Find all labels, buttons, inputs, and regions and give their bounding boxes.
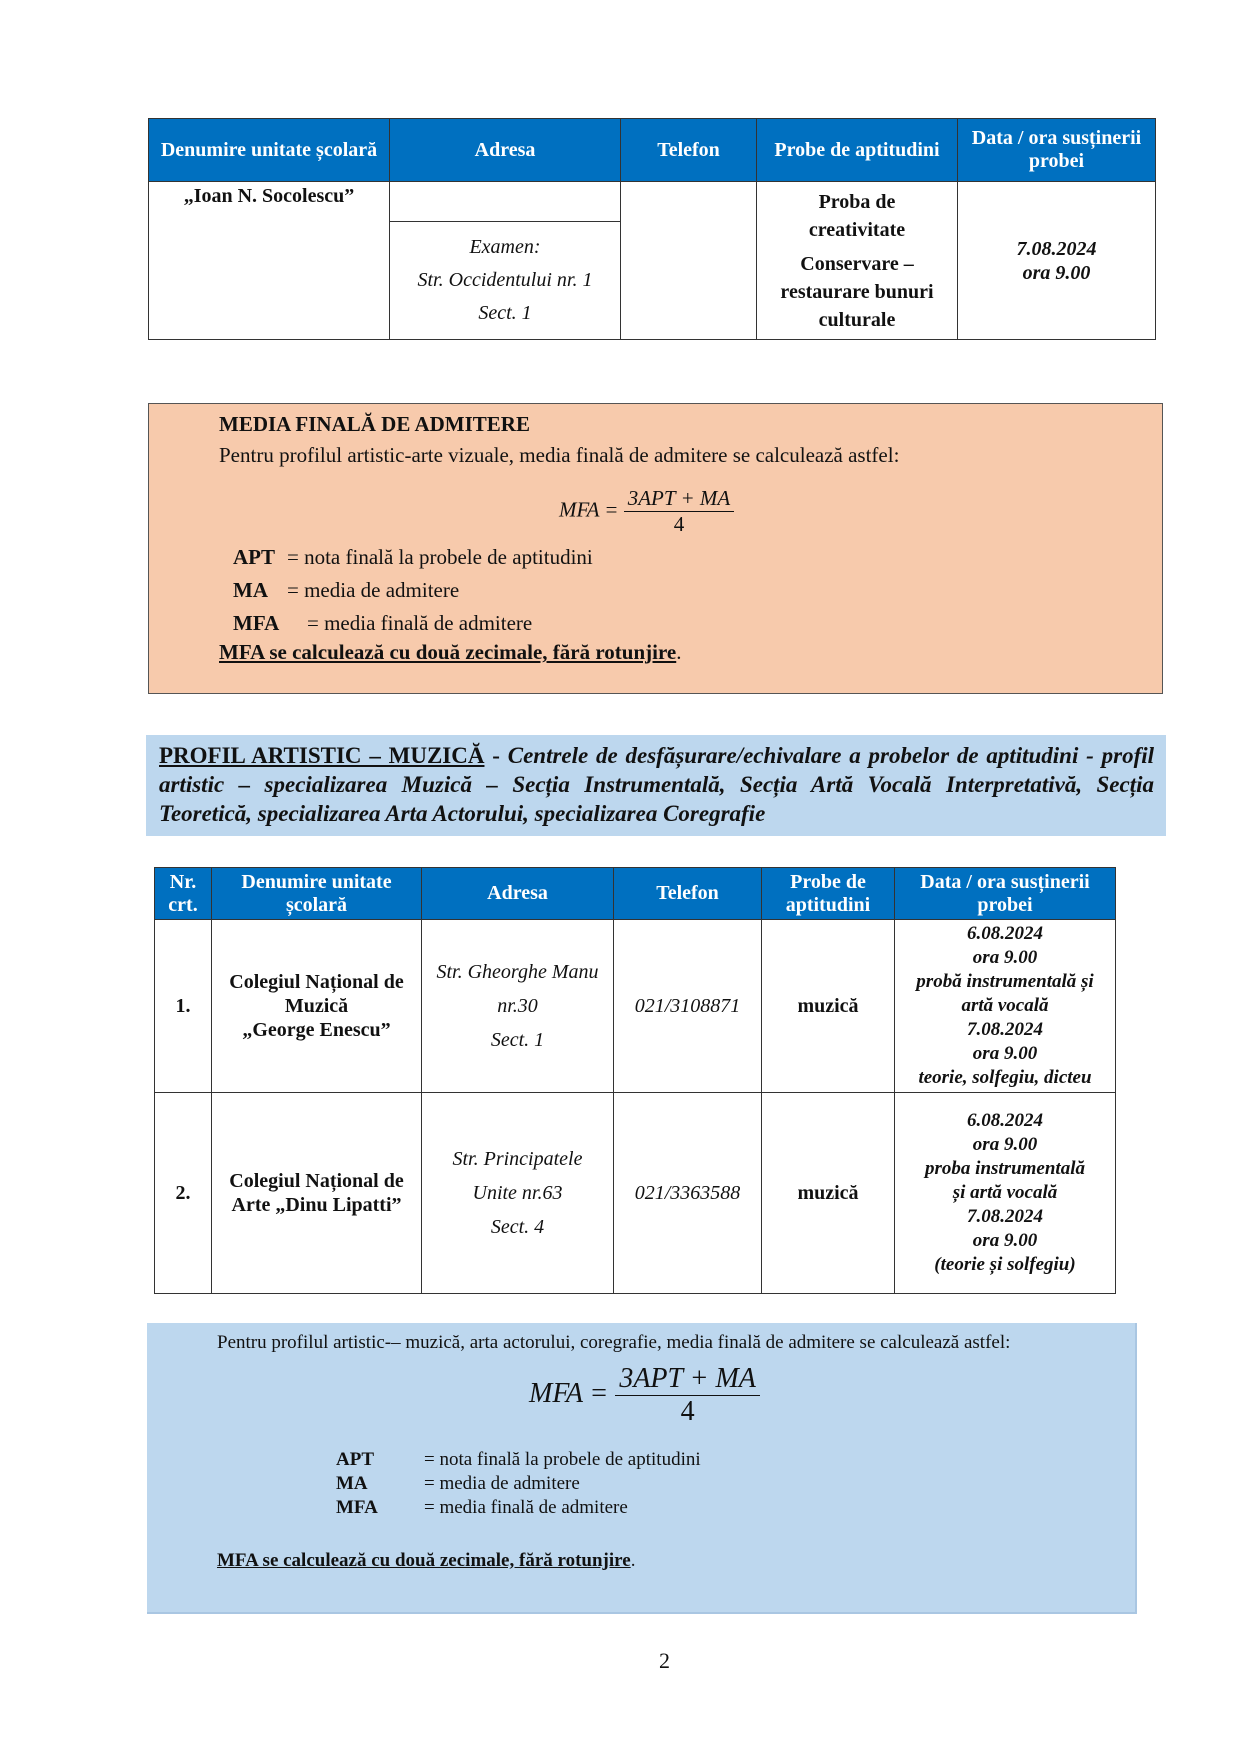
date-line: ora 9.00 xyxy=(972,1043,1038,1064)
address-line: Sect. 1 xyxy=(478,302,532,324)
definition-ma xyxy=(336,1472,1123,1496)
address-line: nr.30 xyxy=(497,995,538,1017)
rounding-note xyxy=(217,1550,1123,1572)
definition-mfa xyxy=(233,607,1162,640)
date xyxy=(895,1093,1116,1294)
address-line: Str. Gheorghe Manu xyxy=(436,961,599,983)
header-probe: Probe de aptitudini xyxy=(762,868,895,920)
address-line: Unite nr.63 xyxy=(472,1182,563,1204)
def-value: = nota finală la probele de aptitudini xyxy=(287,545,593,569)
definition-mfa xyxy=(336,1496,1123,1520)
definition-ma xyxy=(233,574,1162,607)
def-key: MA xyxy=(336,1473,368,1494)
media-muzica-box xyxy=(147,1323,1137,1614)
media-intro: Pentru profilul artistic-arte vizuale, media finală de admitere se calculează astfel: xyxy=(219,443,900,467)
address-line: Examen: xyxy=(469,236,541,258)
date-line: ora 9.00 xyxy=(1022,261,1091,284)
row-number: 2. xyxy=(155,1093,212,1294)
formula-lhs: MFA = xyxy=(529,1377,609,1409)
media-intro: Pentru profilul artistic-– muzică, arta actorului, coregrafie, media finală de admitere se calculează astfel: xyxy=(217,1332,1011,1353)
date-line: ora 9.00 xyxy=(972,947,1038,968)
note-end: . xyxy=(630,1550,636,1571)
header-telefon: Telefon xyxy=(614,868,762,920)
probe-line: culturale xyxy=(818,308,896,331)
rounding-note xyxy=(219,640,1162,665)
header-denumire: Denumire unitate școlară xyxy=(212,868,422,920)
date-line: (teorie și solfegiu) xyxy=(934,1254,1076,1275)
section-heading xyxy=(146,735,1166,836)
header-telefon: Telefon xyxy=(621,119,757,182)
date-line: 6.08.2024 xyxy=(967,923,1043,944)
date-line: 7.08.2024 xyxy=(1016,237,1097,260)
def-value: = media de admitere xyxy=(424,1473,580,1494)
address-line: Str. Principatele xyxy=(452,1148,583,1170)
row-number: 1. xyxy=(155,920,212,1093)
header-denumire: Denumire unitate școlară xyxy=(149,119,390,182)
school-line: Muzică xyxy=(284,995,349,1017)
table-arte-vizuale xyxy=(148,118,1156,340)
definition-apt xyxy=(336,1448,1123,1472)
formula-denominator: 4 xyxy=(673,512,685,536)
page-number: 2 xyxy=(659,1648,670,1673)
def-value: = nota finală la probele de aptitudini xyxy=(424,1449,701,1470)
address-line: Sect. 4 xyxy=(490,1216,545,1238)
probe-line: Conservare – xyxy=(800,252,914,275)
formula-numerator: 3APT + MA xyxy=(624,486,734,512)
note-text: MFA se calculează cu două zecimale, fără rotunjire xyxy=(219,640,677,664)
table-row xyxy=(155,1093,1116,1294)
school-line: Colegiul Național de xyxy=(229,1170,404,1192)
date-line: artă vocală xyxy=(961,995,1049,1016)
date-line: ora 9.00 xyxy=(972,1134,1038,1155)
address-line: Str. Occidentului nr. 1 xyxy=(417,269,593,291)
school-name: „Ioan N. Socolescu” xyxy=(149,182,390,340)
address-top xyxy=(390,182,621,222)
probe-line: Proba de xyxy=(818,190,896,213)
address xyxy=(422,1093,614,1294)
probe: muzică xyxy=(762,1093,895,1294)
media-arte-vizuale-box xyxy=(148,403,1163,694)
date xyxy=(895,920,1116,1093)
phone: 021/3108871 xyxy=(614,920,762,1093)
date-line: ora 9.00 xyxy=(972,1230,1038,1251)
media-title: MEDIA FINALĂ DE ADMITERE xyxy=(219,412,530,436)
header-probe: Probe de aptitudini xyxy=(757,119,958,182)
date-line: 6.08.2024 xyxy=(967,1110,1043,1131)
formula-lhs: MFA = xyxy=(559,497,619,522)
note-end: . xyxy=(676,640,682,664)
date-line: și artă vocală xyxy=(952,1182,1058,1203)
formula-numerator: 3APT + MA xyxy=(615,1363,760,1396)
school-name xyxy=(212,920,422,1093)
school-name xyxy=(212,1093,422,1294)
section-dash: - xyxy=(484,743,508,768)
school-line: Arte „Dinu Lipatti” xyxy=(231,1194,402,1216)
def-key: MFA xyxy=(233,611,280,635)
phone: 021/3363588 xyxy=(614,1093,762,1294)
school-line: „George Enescu” xyxy=(242,1019,391,1041)
table-muzica xyxy=(154,867,1116,1294)
probe xyxy=(757,182,958,340)
def-key: APT xyxy=(233,545,275,569)
def-value: = media de admitere xyxy=(287,578,460,602)
date-line: 7.08.2024 xyxy=(967,1019,1043,1040)
probe: muzică xyxy=(762,920,895,1093)
section-subtitle: Centrele de desfășurare/echivalare a probelor de aptitudini - profil artistic – specializarea Muzică – Secția Instrumentală, Secția Artă Vocală Interpretativă, Secția Teoretică, specializarea Arta Actorului, specializarea Coregrafie xyxy=(159,743,1155,826)
formula-denominator: 4 xyxy=(680,1396,695,1427)
def-value: = media finală de admitere xyxy=(307,611,533,635)
date-line: proba instrumentală xyxy=(925,1158,1085,1179)
address-line: Sect. 1 xyxy=(490,1029,545,1051)
probe-line: restaurare bunuri xyxy=(780,280,934,303)
school-line: Colegiul Național de xyxy=(229,971,404,993)
header-adresa: Adresa xyxy=(390,119,621,182)
def-value: = media finală de admitere xyxy=(424,1497,628,1518)
table-row xyxy=(155,920,1116,1093)
definition-apt xyxy=(233,541,1162,574)
probe-line: creativitate xyxy=(808,218,906,241)
header-data: Data / ora susținerii probei xyxy=(895,868,1116,920)
header-data: Data / ora susținerii probei xyxy=(958,119,1156,182)
address xyxy=(390,222,621,340)
date-line: teorie, solfegiu, dicteu xyxy=(918,1067,1092,1088)
date-line: 7.08.2024 xyxy=(967,1206,1043,1227)
formula xyxy=(559,486,1162,537)
date-line: probă instrumentală și xyxy=(916,971,1094,992)
section-title: PROFIL ARTISTIC – MUZICĂ xyxy=(159,743,485,768)
def-key: MA xyxy=(233,578,268,602)
date xyxy=(958,182,1156,340)
note-text: MFA se calculează cu două zecimale, fără rotunjire xyxy=(217,1550,631,1571)
formula xyxy=(529,1363,1123,1428)
phone xyxy=(621,182,757,340)
header-adresa: Adresa xyxy=(422,868,614,920)
address xyxy=(422,920,614,1093)
def-key: APT xyxy=(336,1449,374,1470)
header-nr: Nr. crt. xyxy=(155,868,212,920)
def-key: MFA xyxy=(336,1497,378,1518)
